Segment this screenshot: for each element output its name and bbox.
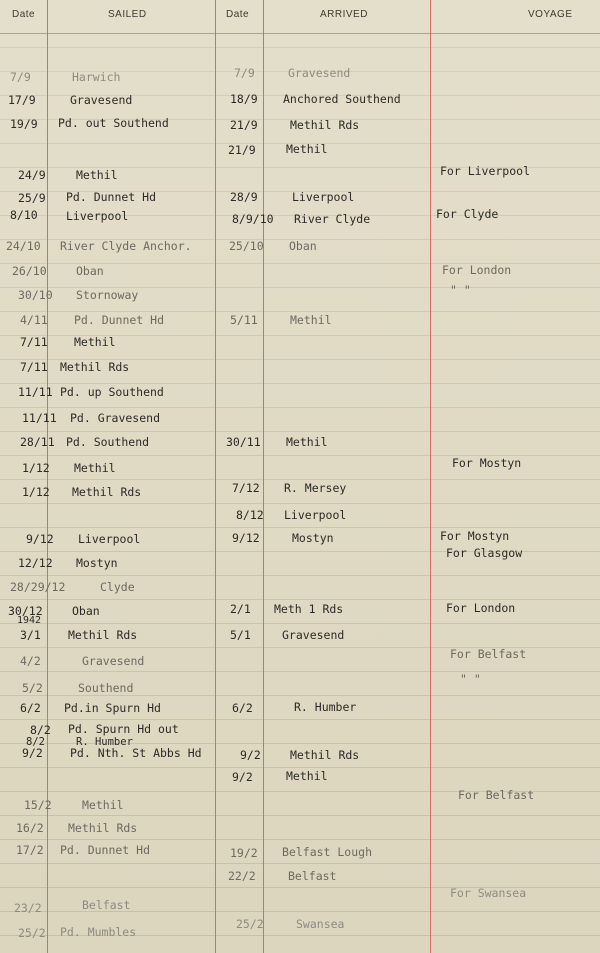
year-note: 1942 (17, 615, 42, 626)
header-arrived: ARRIVED (320, 9, 368, 20)
voyage: For London (446, 601, 516, 615)
sailed-date: 12/12 (18, 556, 53, 570)
sailed-date: 15/2 (24, 798, 52, 812)
arrived-date: 8/9/10 (232, 212, 274, 226)
sailed-place: River Clyde Anchor. (60, 239, 192, 253)
sailed-place: Liverpool (66, 209, 129, 223)
sailed-place: Methil Rds (68, 628, 138, 642)
arrived-place: Mostyn (292, 531, 334, 545)
header-date-arrived: Date (226, 9, 250, 20)
arrived-date: 25/10 (229, 239, 264, 253)
arrived-date: 28/9 (230, 190, 258, 204)
header-sailed: SAILED (108, 9, 147, 20)
sailed-date: 8/10 (10, 208, 38, 222)
header-date-sailed: Date (12, 9, 36, 20)
sailed-date: 28/11 (20, 435, 55, 449)
sailed-place: Pd. Gravesend (70, 411, 161, 425)
sailed-date: 19/9 (10, 117, 38, 131)
sailed-place: Methil Rds (68, 821, 138, 835)
sailed-place: Methil (82, 798, 124, 812)
arrived-date: 7/9 (234, 66, 255, 80)
sailed-date: 3/1 (20, 628, 41, 642)
arrived-date: 5/1 (230, 628, 251, 642)
sailed-date: 25/2 (18, 926, 46, 940)
sailed-place: Pd. Nth. St Abbs Hd (70, 746, 202, 760)
arrived-date: 9/2 (232, 770, 253, 784)
arrived-place: Meth 1 Rds (274, 602, 344, 616)
arrived-date: 19/2 (230, 846, 258, 860)
column-divider (430, 0, 431, 953)
column-divider (215, 0, 216, 953)
arrived-date: 8/12 (236, 508, 264, 522)
arrived-date: 21/9 (228, 143, 256, 157)
sailed-date: 16/2 (16, 821, 44, 835)
arrived-date: 2/1 (230, 602, 251, 616)
arrived-place: Oban (289, 239, 317, 253)
sailed-place: Pd. Mumbles (60, 925, 137, 939)
sailed-date: 24/10 (6, 239, 41, 253)
sailed-place: Methil Rds (72, 485, 142, 499)
voyage: For Belfast (450, 647, 527, 661)
sailed-date: 1/12 (22, 461, 50, 475)
sailed-date: 8/2 (26, 736, 45, 748)
sailed-place: Pd. Southend (66, 435, 150, 449)
sailed-place: Methil (76, 168, 118, 182)
sailed-date: 9/2 (22, 746, 43, 760)
sailed-place: Stornoway (76, 288, 139, 302)
sailed-date: 4/2 (20, 654, 41, 668)
arrived-place: Methil (290, 313, 332, 327)
column-divider (263, 0, 264, 953)
arrived-date: 30/11 (226, 435, 261, 449)
arrived-date: 21/9 (230, 118, 258, 132)
sailed-date: 11/11 (18, 385, 53, 399)
sailed-place: Methil Rds (60, 360, 130, 374)
arrived-date: 7/12 (232, 481, 260, 495)
arrived-place: Methil (286, 142, 328, 156)
sailed-date: 17/9 (8, 93, 36, 107)
sailed-date: 30/10 (18, 288, 53, 302)
sailed-place: Pd.in Spurn Hd (64, 701, 161, 715)
sailed-date: 26/10 (12, 264, 47, 278)
arrived-date: 9/2 (240, 748, 261, 762)
arrived-place: Methil Rds (290, 118, 360, 132)
arrived-place: Gravesend (282, 628, 345, 642)
arrived-place: Belfast Lough (282, 845, 373, 859)
voyage: For Glasgow (446, 546, 523, 560)
sailed-date: 4/11 (20, 313, 48, 327)
sailed-date: 7/11 (20, 335, 48, 349)
sailed-date: 30/12 (8, 604, 43, 618)
arrived-place: R. Humber (294, 700, 357, 714)
arrived-date: 9/12 (232, 531, 260, 545)
arrived-date: 5/11 (230, 313, 258, 327)
header-row (0, 0, 600, 34)
sailed-place: Clyde (100, 580, 135, 594)
sailed-place: Pd. Dunnet Hd (66, 190, 157, 204)
voyage: For Belfast (458, 788, 535, 802)
sailed-date: 24/9 (18, 168, 46, 182)
arrived-date: 25/2 (236, 917, 264, 931)
sailed-place: Pd. out Southend (58, 116, 169, 130)
arrived-date: 18/9 (230, 92, 258, 106)
sailed-place: Belfast (82, 898, 131, 912)
arrived-place: Liverpool (284, 508, 347, 522)
sailed-place: Liverpool (78, 532, 141, 546)
arrived-place: Methil (286, 769, 328, 783)
sailed-date: 6/2 (20, 701, 41, 715)
sailed-place: Pd. Dunnet Hd (74, 313, 165, 327)
sailed-place: Gravesend (82, 654, 145, 668)
sailed-place: Oban (72, 604, 100, 618)
arrived-place: Liverpool (292, 190, 355, 204)
header-voyage: VOYAGE (528, 9, 573, 20)
sailed-date: 5/2 (22, 681, 43, 695)
voyage: For Mostyn (440, 529, 510, 543)
voyage: For London (442, 263, 512, 277)
sailed-place: Gravesend (70, 93, 133, 107)
sailed-date: 8/2 (30, 723, 51, 737)
sailed-date: 7/11 (20, 360, 48, 374)
sailed-date: 28/29/12 (10, 580, 66, 594)
arrived-place: Swansea (296, 917, 345, 931)
arrived-date: 6/2 (232, 701, 253, 715)
sailed-place: Pd. Dunnet Hd (60, 843, 151, 857)
arrived-place: Methil (286, 435, 328, 449)
sailed-place: Methil (74, 335, 116, 349)
arrived-place: Gravesend (288, 66, 351, 80)
sailed-date: 11/11 (22, 411, 57, 425)
sailed-place: Pd. up Southend (60, 385, 164, 399)
sailed-place: Methil (74, 461, 116, 475)
sailed-date: 1/12 (22, 485, 50, 499)
sailed-date: 23/2 (14, 901, 42, 915)
voyage-ditto: " " (450, 283, 471, 297)
arrived-place: Methil Rds (290, 748, 360, 762)
sailed-date: 9/12 (26, 532, 54, 546)
arrived-place: Anchored Southend (283, 92, 401, 106)
sailed-place: Southend (78, 681, 134, 695)
sailed-place: Harwich (72, 70, 121, 84)
voyage: For Mostyn (452, 456, 522, 470)
voyage: For Swansea (450, 886, 527, 900)
arrived-place: R. Mersey (284, 481, 347, 495)
sailed-date: 17/2 (16, 843, 44, 857)
voyage-ditto: " " (460, 672, 481, 686)
arrived-date: 22/2 (228, 869, 256, 883)
voyage: For Liverpool (440, 164, 531, 178)
arrived-place: Belfast (288, 869, 337, 883)
sailed-date: 7/9 (10, 70, 31, 84)
sailed-place: Mostyn (76, 556, 118, 570)
arrived-place: River Clyde (294, 212, 371, 226)
voyage: For Clyde (436, 207, 499, 221)
sailed-date: 25/9 (18, 191, 46, 205)
sailed-place: Oban (76, 264, 104, 278)
sailed-place: Pd. Spurn Hd out (68, 722, 179, 736)
sailed-place: R. Humber (76, 736, 133, 748)
